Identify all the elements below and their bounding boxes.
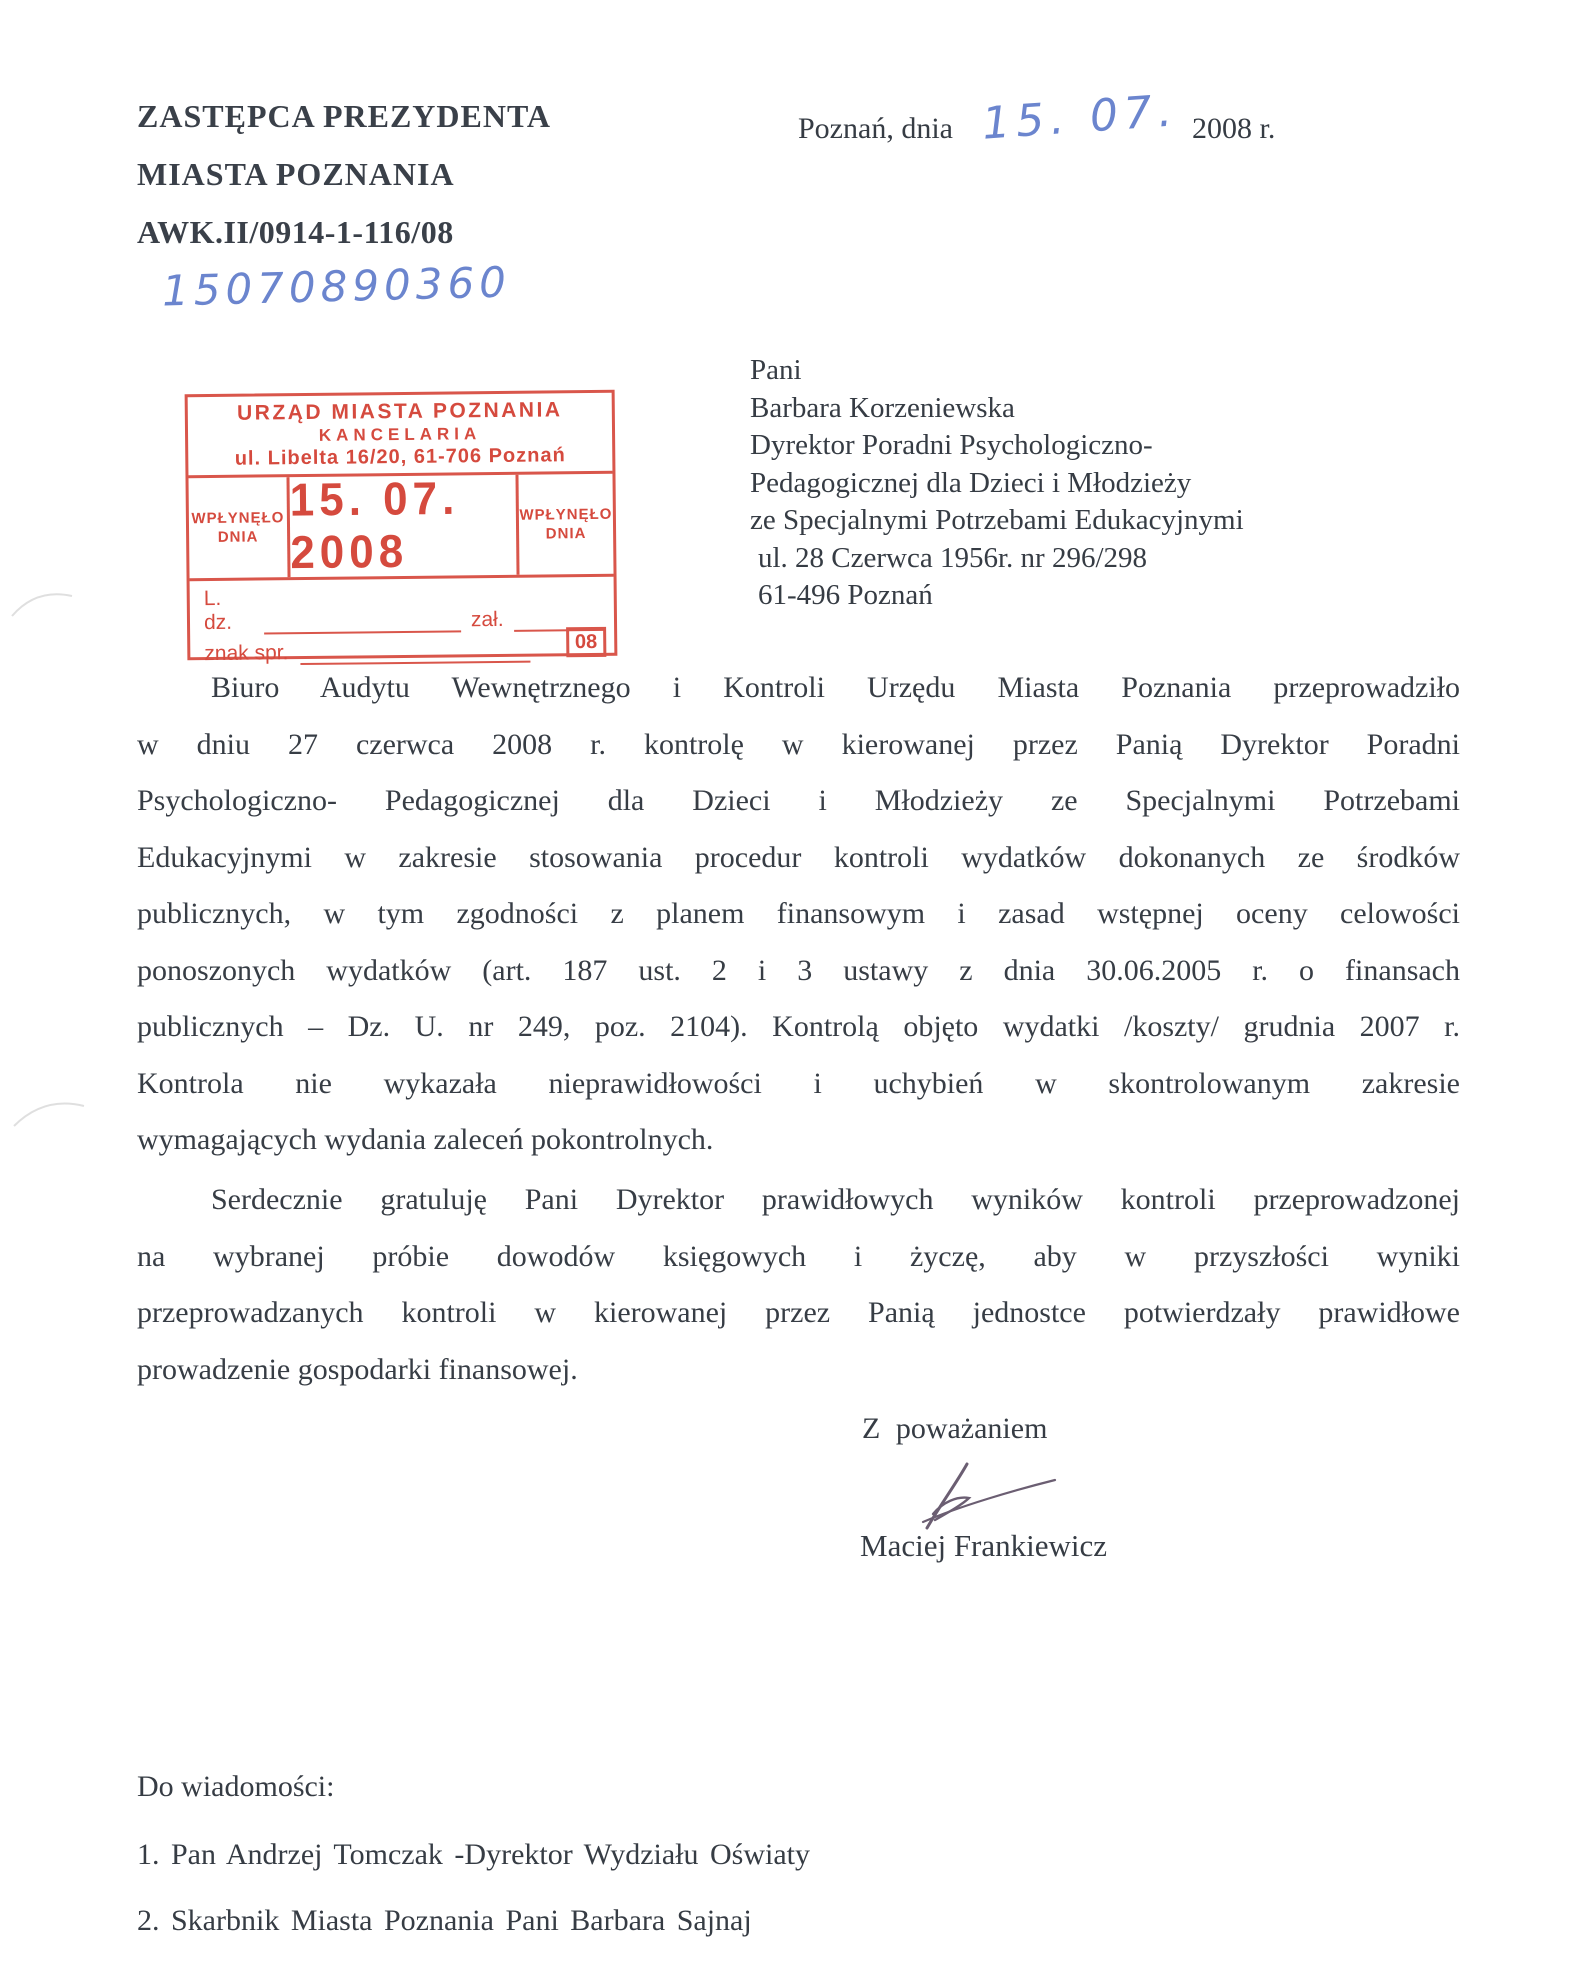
recipient-street: ul. 28 Czerwca 1956r. nr 296/298 (758, 541, 1148, 574)
body-text-line: publicznych, w tym zgodności z planem finansowym i zasad wstępnej oceny celowości (137, 897, 1460, 930)
case-reference-number: AWK.II/0914-1-116/08 (137, 214, 454, 250)
stamp-ldz-label: L. dz. (203, 586, 233, 635)
stamp-received-day-word: DNIA (545, 525, 587, 543)
recipient-salutation: Pani (750, 354, 802, 386)
sender-office-city: MIASTA POZNANIA (137, 156, 455, 192)
stamp-received-word: WPŁYNĘŁO (519, 505, 613, 524)
place-and-date-label: Poznań, dnia (798, 112, 953, 145)
date-year: 2008 r. (1192, 112, 1276, 145)
handwritten-date: 15. 07. (980, 85, 1180, 150)
scan-artifact-curve (8, 582, 78, 626)
kancelaria-received-stamp (185, 390, 618, 666)
stamp-received-right-cell (515, 474, 613, 575)
stamp-header (188, 393, 613, 478)
stamp-received-left-cell (188, 477, 290, 578)
body-text-line: przeprowadzanych kontroli w kierowanej przez Panią jednostce potwierdzały prawidłowe (137, 1296, 1460, 1329)
signer-name: Maciej Frankiewicz (860, 1528, 1108, 1563)
handwritten-registration-number: 15070890360 (161, 257, 512, 316)
distribution-item: 1. Pan Andrzej Tomczak -Dyrektor Wydziału Oświaty (137, 1838, 810, 1871)
recipient-name: Barbara Korzeniewska (750, 391, 1015, 424)
body-text-line: Edukacyjnymi w zakresie stosowania procedur kontroli wydatków dokonanych ze środków (137, 840, 1460, 874)
recipient-title-line: ze Specjalnymi Potrzebami Edukacyjnymi (750, 504, 1244, 536)
body-text-line: Psychologiczno- Pedagogicznej dla Dzieci i Młodzieży ze Specjalnymi Potrzebami (137, 784, 1460, 817)
body-text-line: prowadzenie gospodarki finansowej. (137, 1352, 578, 1386)
body-paragraph-1 (137, 660, 1460, 1169)
recipient-address-block (750, 352, 1244, 615)
stamp-address: ul. Libelta 16/20, 61-706 Poznań (234, 444, 566, 470)
stamp-date-value: 15. 07. 2008 (289, 472, 460, 579)
distribution-item: 2. Skarbnik Miasta Poznania Pani Barbara Sajnaj (137, 1904, 752, 1937)
stamp-registry-fields (190, 577, 615, 666)
body-text-line: Serdecznie gratuluję Pani Dyrektor prawidłowych wyników kontroli przeprowadzonej (211, 1183, 1460, 1216)
body-text-line: ponoszonych wydatków (art. 187 ust. 2 i 3 ustawy z dnia 30.06.2005 r. o finansach (137, 953, 1460, 987)
recipient-title-line: Dyrektor Poradni Psychologiczno- (750, 429, 1153, 461)
recipient-title-line: Pedagogicznej dla Dzieci i Młodzieży (750, 466, 1192, 499)
body-text-line: publicznych – Dz. U. nr 249, poz. 2104). Kontrolą objęto wydatki /koszty/ grudnia 2007 r. (137, 1010, 1460, 1043)
handwritten-signature (905, 1458, 1065, 1536)
distribution-heading: Do wiadomości: (137, 1770, 335, 1803)
stamp-date-row (188, 474, 613, 581)
stamp-code-box: 08 (566, 627, 607, 657)
body-text-line: Biuro Audytu Wewnętrznego i Kontroli Urzędu Miasta Poznania przeprowadziło (211, 671, 1460, 704)
recipient-postal-city: 61-496 Poznań (758, 579, 933, 611)
stamp-office-name: URZĄD MIASTA POZNANIA (236, 398, 563, 425)
ldz-underline (264, 612, 461, 634)
stamp-zal-label: zał. (470, 607, 504, 632)
stamp-department: KANCELARIA (318, 424, 482, 445)
stamp-znak-label: znak spr. (204, 641, 289, 666)
body-text-line: wymagających wydania zaleceń pokontrolnych. (137, 1123, 714, 1156)
closing-salutation: Z poważaniem (862, 1412, 1048, 1445)
body-text-line: na wybranej próbie dowodów księgowych i życzę, aby w przyszłości wyniki (137, 1239, 1460, 1273)
sender-office-title: ZASTĘPCA PREZYDENTA (137, 98, 552, 134)
body-text-line: Kontrola nie wykazała nieprawidłowości i uchybień w skontrolowanym zakresie (137, 1066, 1460, 1100)
scan-artifact-curve (10, 1088, 90, 1136)
stamp-received-day-word: DNIA (217, 528, 259, 546)
stamp-received-word: WPŁYNĘŁO (191, 509, 285, 528)
body-paragraph-2 (137, 1172, 1460, 1398)
body-text-line: w dniu 27 czerwca 2008 r. kontrolę w kierowanej przez Panią Dyrektor Poradni (137, 727, 1460, 761)
